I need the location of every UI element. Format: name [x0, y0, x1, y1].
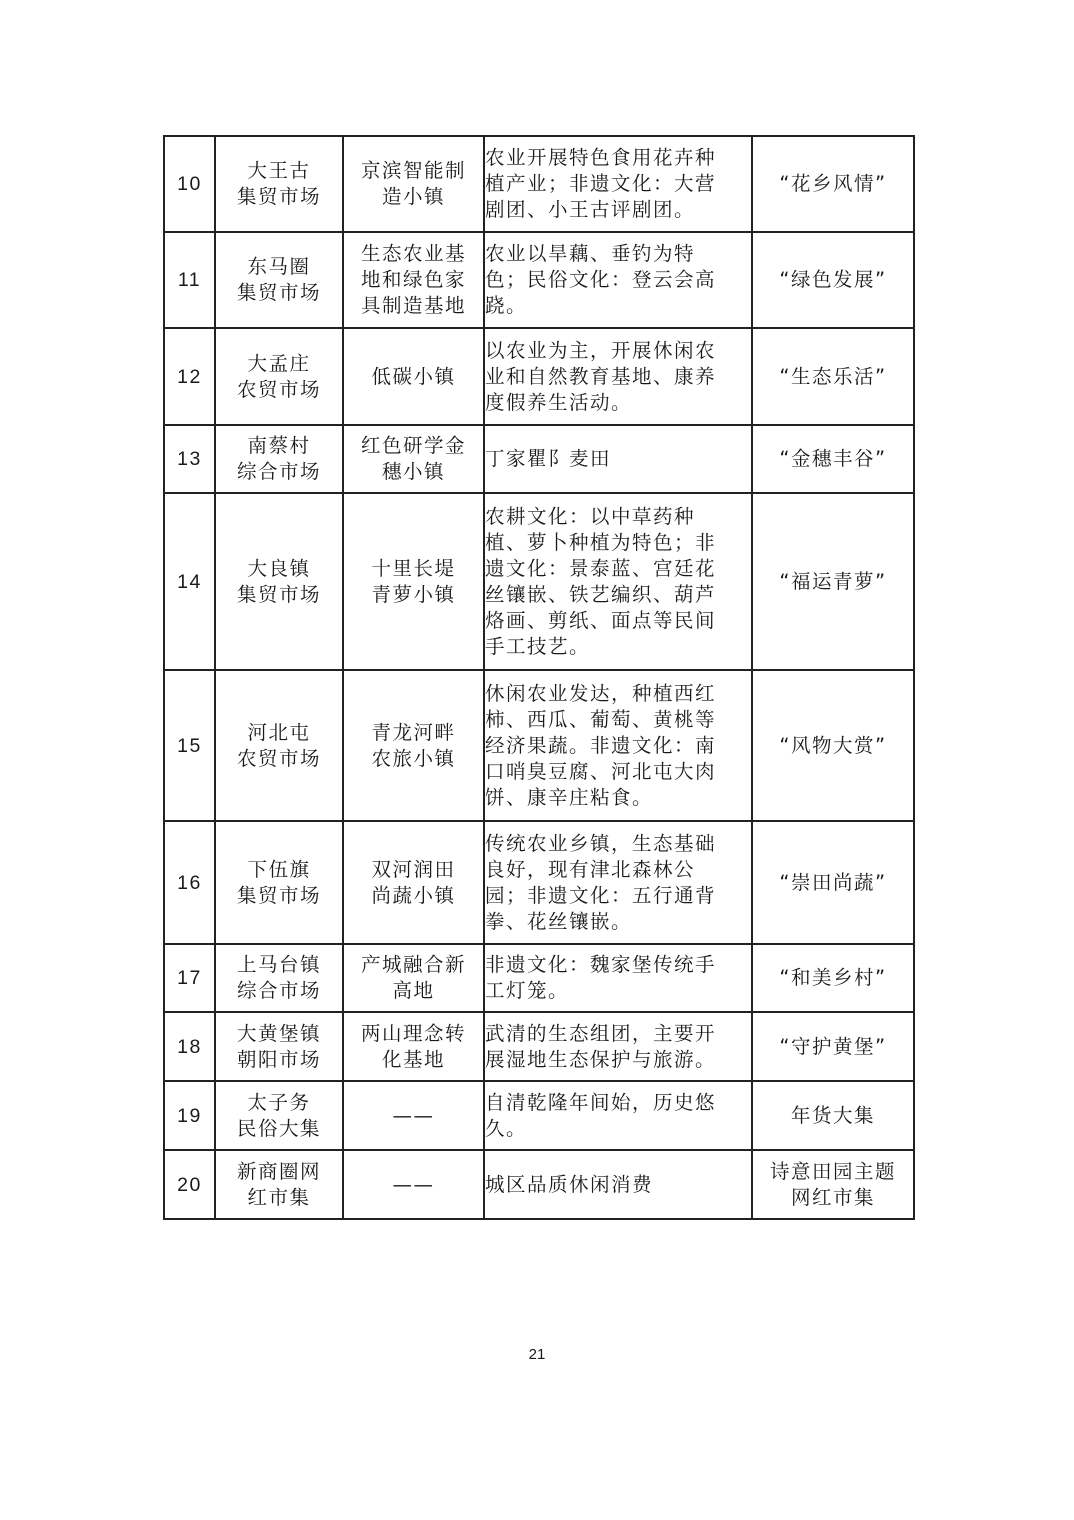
description: 以农业为主，开展休闲农 业和自然教育基地、康养 度假养生活动。: [484, 328, 752, 425]
town-name: 十里长堤 青萝小镇: [343, 493, 484, 670]
market-name: 东马圈 集贸市场: [215, 232, 343, 328]
row-number: 20: [164, 1150, 215, 1219]
description: 非遗文化：魏家堡传统手 工灯笼。: [484, 944, 752, 1012]
description: 农耕文化：以中草药种 植、萝卜种植为特色；非 遗文化：景泰蓝、宫廷花 丝镶嵌、铁艺编织、葫芦 烙画、剪纸、面点等民间 手工技艺。: [484, 493, 752, 670]
market-name: 南蔡村 综合市场: [215, 425, 343, 493]
town-name: ——: [343, 1150, 484, 1219]
market-table: [163, 135, 915, 1220]
table-row: [164, 670, 914, 821]
market-name: 大孟庄 农贸市场: [215, 328, 343, 425]
description: 传统农业乡镇，生态基础 良好，现有津北森林公 园；非遗文化：五行通背 拳、花丝镶嵌。: [484, 821, 752, 944]
row-number: 14: [164, 493, 215, 670]
market-name: 新商圈网 红市集: [215, 1150, 343, 1219]
table-row: [164, 944, 914, 1012]
description: 农业开展特色食用花卉种 植产业；非遗文化：大营 剧团、小王古评剧团。: [484, 136, 752, 232]
theme: “金穗丰谷”: [752, 425, 914, 493]
row-number: 10: [164, 136, 215, 232]
market-name: 河北屯 农贸市场: [215, 670, 343, 821]
row-number: 18: [164, 1012, 215, 1081]
town-name: ——: [343, 1081, 484, 1150]
table-row: [164, 328, 914, 425]
page-number: 21: [528, 1346, 546, 1363]
theme: “绿色发展”: [752, 232, 914, 328]
description: 城区品质休闲消费: [484, 1150, 752, 1219]
theme: 年货大集: [752, 1081, 914, 1150]
town-name: 红色研学金 穗小镇: [343, 425, 484, 493]
town-name: 低碳小镇: [343, 328, 484, 425]
description: 休闲农业发达，种植西红 柿、西瓜、葡萄、黄桃等 经济果蔬。非遗文化：南 口哨臭豆腐、河北屯大肉 饼、康辛庄粘食。: [484, 670, 752, 821]
town-name: 青龙河畔 农旅小镇: [343, 670, 484, 821]
town-name: 两山理念转 化基地: [343, 1012, 484, 1081]
table-row: [164, 821, 914, 944]
table-row: [164, 232, 914, 328]
town-name: 京滨智能制 造小镇: [343, 136, 484, 232]
table-row: [164, 425, 914, 493]
table-row: [164, 1150, 914, 1219]
table-row: [164, 1012, 914, 1081]
theme: “风物大赏”: [752, 670, 914, 821]
market-name: 下伍旗 集贸市场: [215, 821, 343, 944]
row-number: 11: [164, 232, 215, 328]
table-row: [164, 136, 914, 232]
market-name: 大黄堡镇 朝阳市场: [215, 1012, 343, 1081]
theme: 诗意田园主题 网红市集: [752, 1150, 914, 1219]
description: 武清的生态组团，主要开 展湿地生态保护与旅游。: [484, 1012, 752, 1081]
theme: “守护黄堡”: [752, 1012, 914, 1081]
row-number: 16: [164, 821, 215, 944]
town-name: 生态农业基 地和绿色家 具制造基地: [343, 232, 484, 328]
row-number: 17: [164, 944, 215, 1012]
row-number: 15: [164, 670, 215, 821]
row-number: 12: [164, 328, 215, 425]
theme: “生态乐活”: [752, 328, 914, 425]
table-row: [164, 493, 914, 670]
table-row: [164, 1081, 914, 1150]
theme: “福运青萝”: [752, 493, 914, 670]
description: 自清乾隆年间始，历史悠 久。: [484, 1081, 752, 1150]
row-number: 13: [164, 425, 215, 493]
row-number: 19: [164, 1081, 215, 1150]
description: 丁家瞿阝麦田: [484, 425, 752, 493]
market-name: 大王古 集贸市场: [215, 136, 343, 232]
theme: “崇田尚蔬”: [752, 821, 914, 944]
town-name: 产城融合新 高地: [343, 944, 484, 1012]
market-name: 上马台镇 综合市场: [215, 944, 343, 1012]
theme: “和美乡村”: [752, 944, 914, 1012]
market-name: 太子务 民俗大集: [215, 1081, 343, 1150]
market-name: 大良镇 集贸市场: [215, 493, 343, 670]
theme: “花乡风情”: [752, 136, 914, 232]
town-name: 双河润田 尚蔬小镇: [343, 821, 484, 944]
description: 农业以旱藕、垂钓为特 色；民俗文化：登云会高 跷。: [484, 232, 752, 328]
table-body: [164, 136, 914, 1219]
